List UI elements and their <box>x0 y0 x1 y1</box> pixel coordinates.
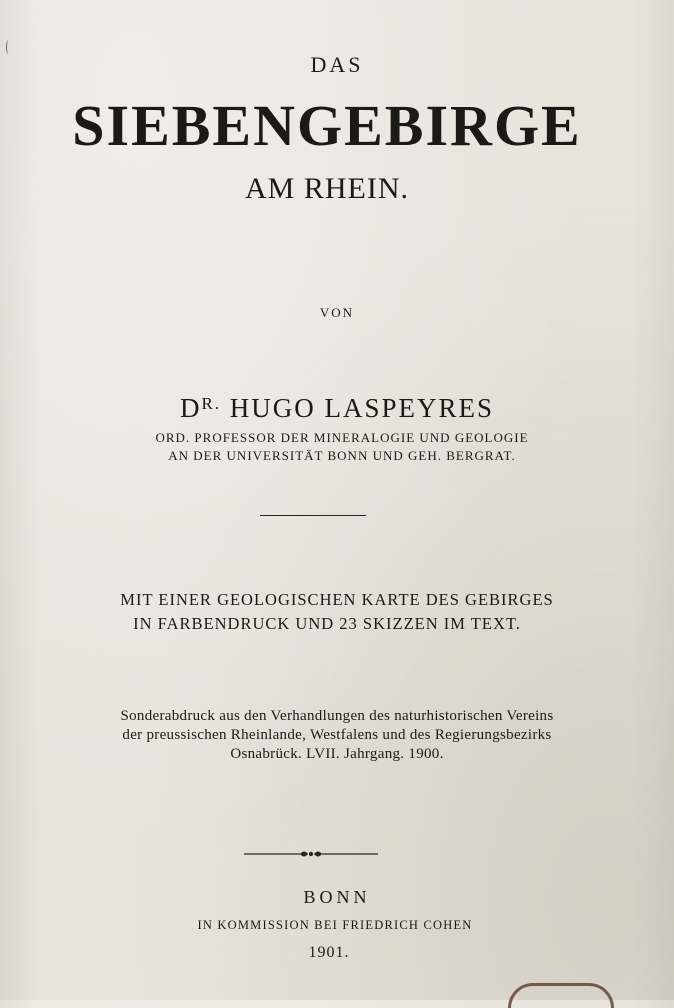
page-corner-shadow <box>508 983 614 1008</box>
offprint-line-2: der preussischen Rheinlande, Westfalens und des Regierungsbezirks <box>122 727 552 743</box>
imprint-publisher: IN KOMMISSION BEI FRIEDRICH COHEN <box>197 918 473 932</box>
offprint-line-1: Sonderabdruck aus den Verhandlungen des naturhistorischen Vereins <box>120 708 554 724</box>
pre-title: DAS <box>310 52 364 77</box>
imprint-year: 1901. <box>308 944 350 961</box>
imprint-city: BONN <box>303 887 371 907</box>
author-title-superscript: R. <box>201 394 222 413</box>
offprint-line-3: Osnabrück. LVII. Jahrgang. 1900. <box>230 746 444 762</box>
author-name: HUGO LASPEYRES <box>229 393 495 423</box>
contents-line-2: IN FARBENDRUCK UND 23 SKIZZEN IM TEXT. <box>133 614 521 633</box>
by-line: VON <box>319 305 355 320</box>
book-title: SIEBENGEBIRGE <box>72 93 582 158</box>
ornament-divider-icon <box>244 846 378 862</box>
divider-rule <box>260 515 366 516</box>
author-line <box>0 393 674 424</box>
author-affiliation-line-1: ORD. PROFESSOR DER MINERALOGIE UND GEOLOGIE <box>155 430 529 445</box>
author-title-prefix: D <box>179 393 202 423</box>
contents-line-1: MIT EINER GEOLOGISCHEN KARTE DES GEBIRGES <box>120 590 554 609</box>
book-subtitle: AM RHEIN. <box>245 172 409 205</box>
author-affiliation-line-2: AN DER UNIVERSITÄT BONN UND GEH. BERGRAT. <box>168 448 516 463</box>
